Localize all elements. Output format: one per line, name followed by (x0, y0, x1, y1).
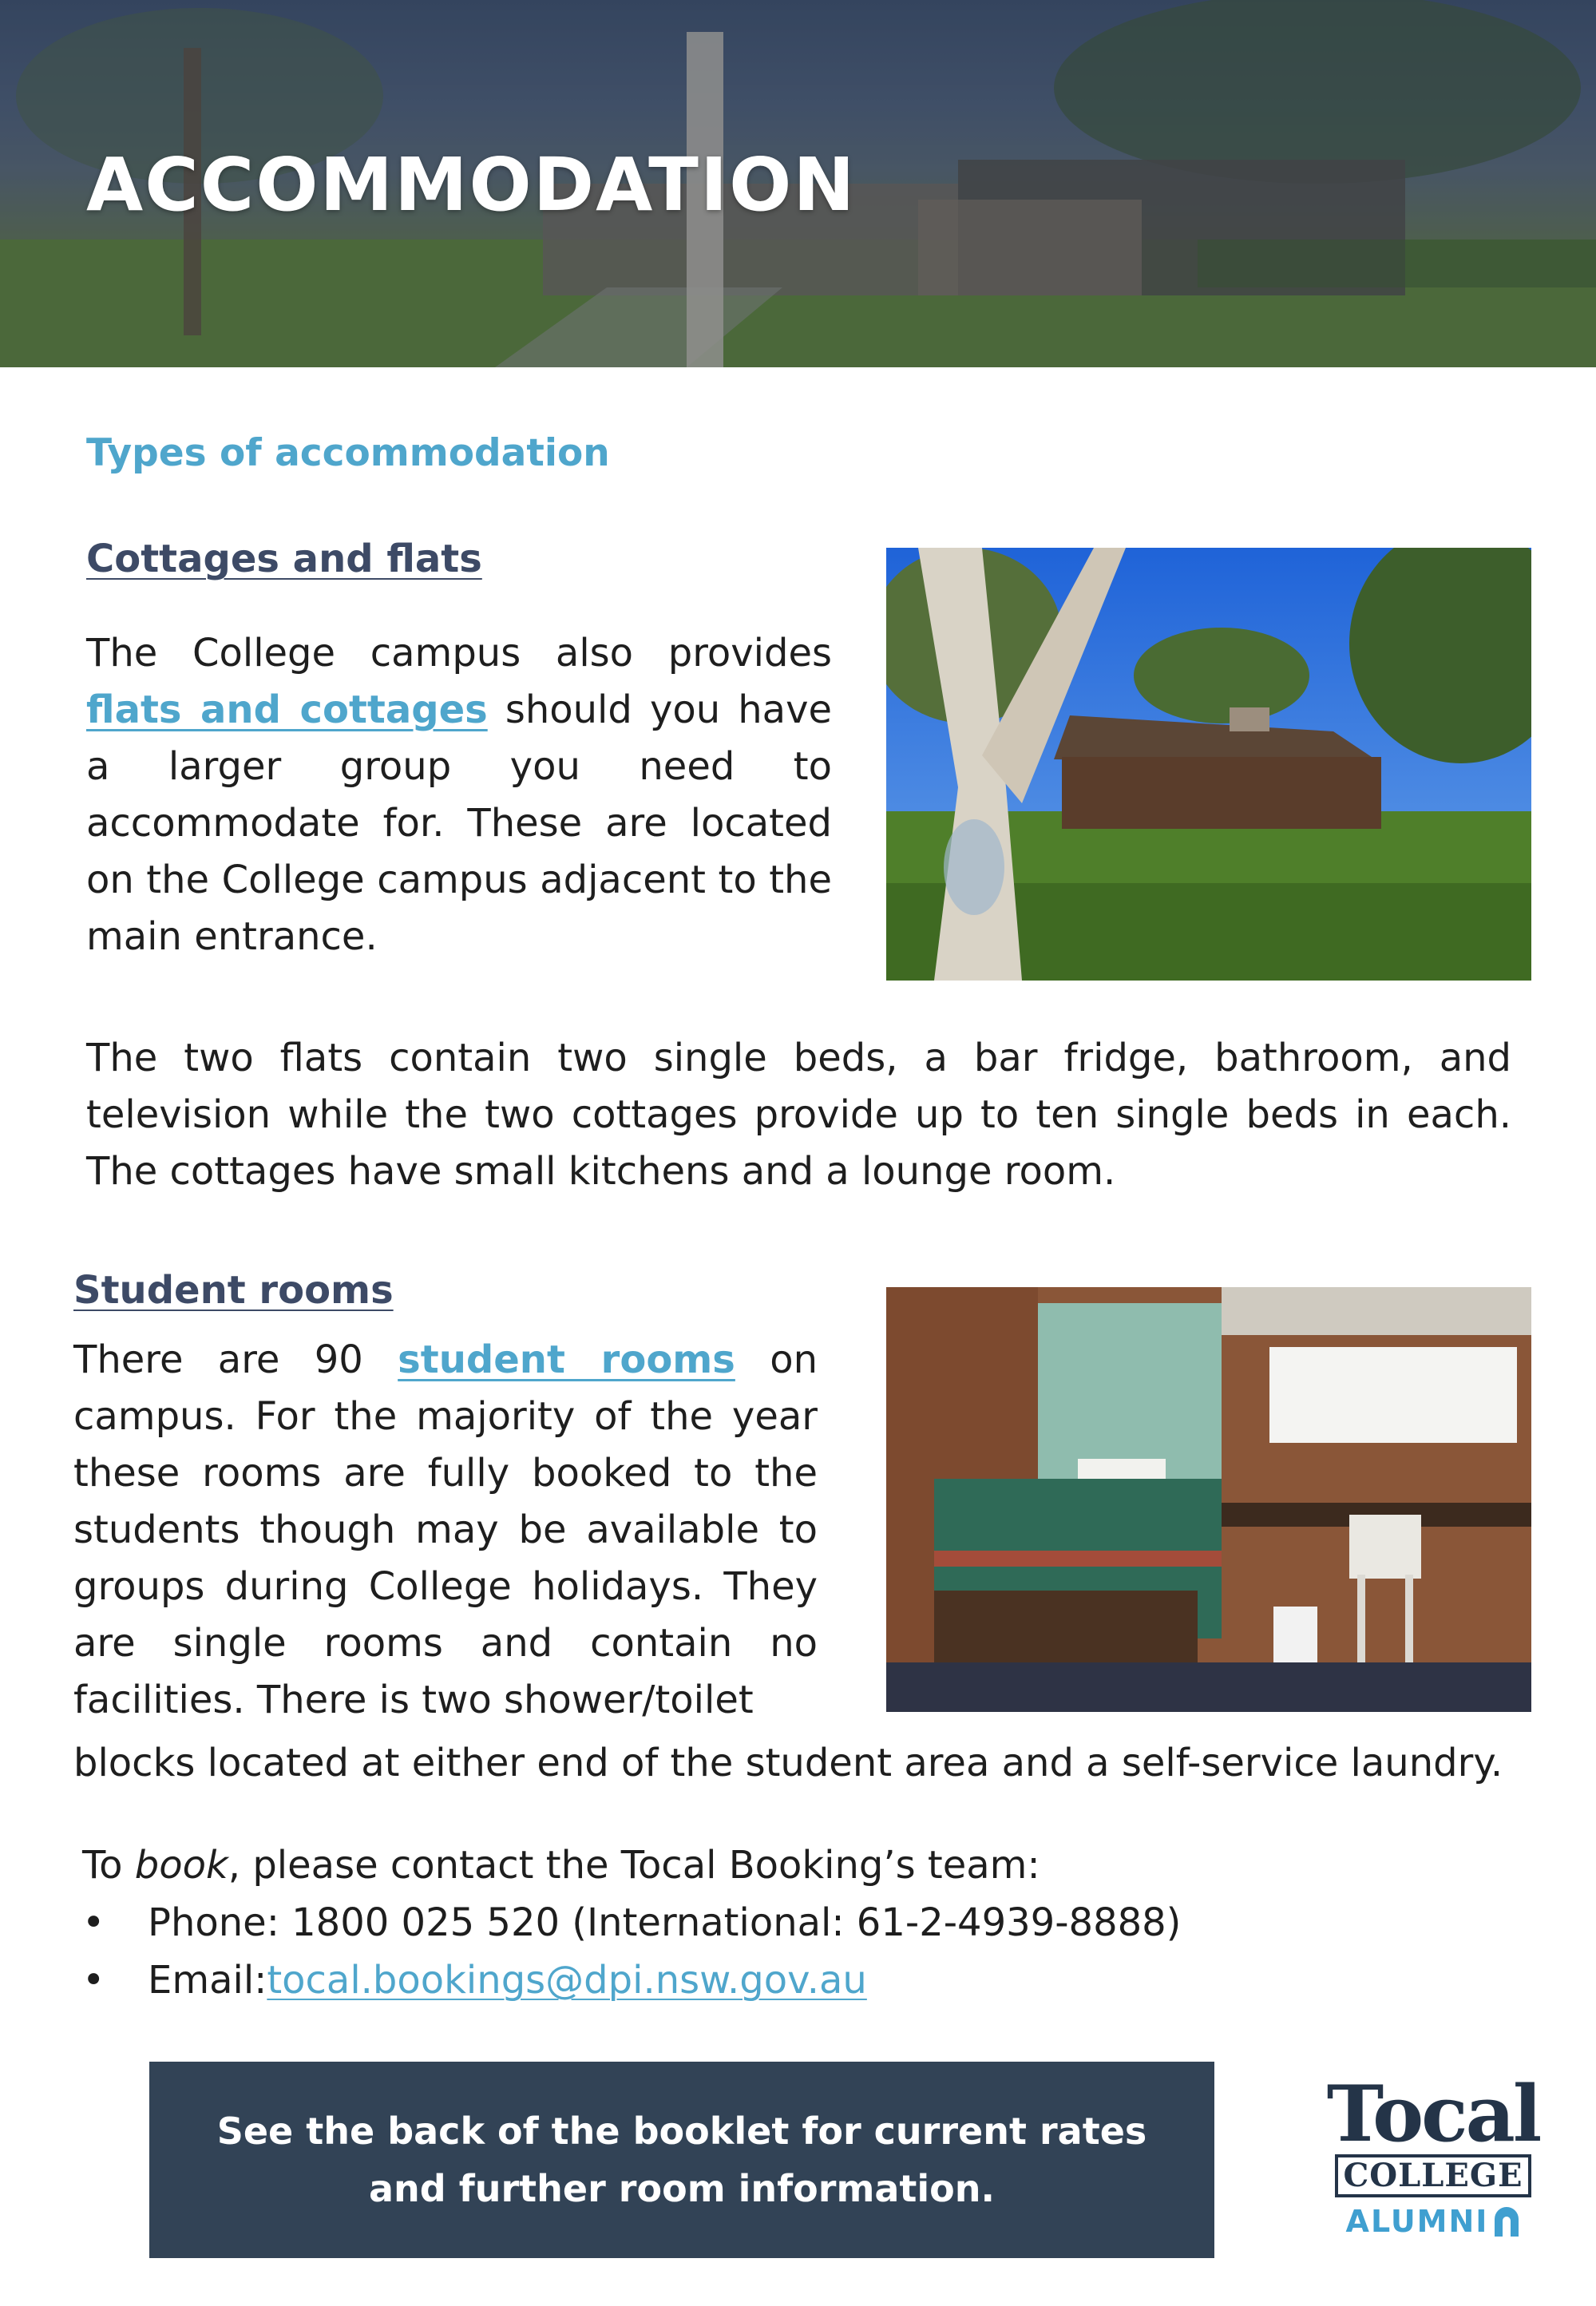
phone-item (82, 1894, 1181, 1951)
booking-intro-start: To (82, 1843, 135, 1888)
student-rooms-text-start: There are 90 (73, 1337, 398, 1382)
booking-intro-end: , please contact the Tocal Booking’s team: (228, 1843, 1040, 1888)
logo-tocal: Tocal (1326, 2069, 1540, 2159)
rates-info-box (152, 2064, 1212, 2256)
student-rooms-paragraph (73, 1332, 818, 1729)
cottages-heading: Cottages and flats (86, 537, 482, 581)
logo-alumni-text: ALUMNI (1345, 2204, 1489, 2239)
student-rooms-link[interactable]: student rooms (398, 1337, 735, 1382)
bullet: • (82, 1958, 105, 2003)
logo-alumni (1325, 2204, 1541, 2239)
rates-info-line-1: See the back of the booklet for current rates (216, 2110, 1147, 2153)
tocal-college-alumni-logo (1325, 2069, 1541, 2239)
rates-info-line-2: and further room information. (368, 2167, 996, 2210)
flats-description-paragraph: The two flats contain two single beds, a bar fridge, bathroom, and television while the two cottages provide up to ten single beds in each. The cottages have small kitchens and a lounge room. (86, 1036, 1511, 1194)
email-label: Email: (148, 1958, 267, 2003)
cottage-photo (886, 548, 1531, 981)
page-title: ACCOMMODATION (86, 142, 857, 228)
student-rooms-heading: Student rooms (73, 1268, 394, 1313)
booking-intro-book: book (134, 1843, 228, 1888)
cottages-paragraph (86, 625, 832, 965)
flats-and-cottages-link[interactable]: flats and cottages (86, 687, 488, 732)
student-room-photo (886, 1287, 1531, 1712)
student-rooms-paragraph-continued: blocks located at either end of the student area and a self-service laundry. (73, 1741, 1503, 1785)
booking-intro (82, 1836, 1181, 1894)
email-item (82, 1951, 1181, 2009)
cottages-text-end: should you have a larger group you need to accommodate for. These are located on the College campus adjacent to the main entrance. (86, 687, 833, 959)
cottages-text-start: The College campus also provides (86, 631, 832, 676)
section-heading: Types of accommodation (86, 431, 610, 475)
contact-section (82, 1836, 1181, 2009)
header-banner (0, 0, 1596, 367)
logo-college: COLLEGE (1335, 2154, 1531, 2197)
rates-info-text (217, 2102, 1147, 2217)
student-rooms-text-end: on campus. For the majority of the year these rooms are fully booked to the students though may be available to groups during College holidays. They are single rooms and contain no facilities. There is two shower/toilet (73, 1337, 818, 1722)
phone-text: Phone: 1800 025 520 (International: 61-2-4939-8888) (148, 1900, 1182, 1945)
bullet: • (82, 1900, 105, 1945)
email-link[interactable]: tocal.bookings@dpi.nsw.gov.au (267, 1958, 867, 2003)
logo-arch-icon (1493, 2206, 1520, 2237)
